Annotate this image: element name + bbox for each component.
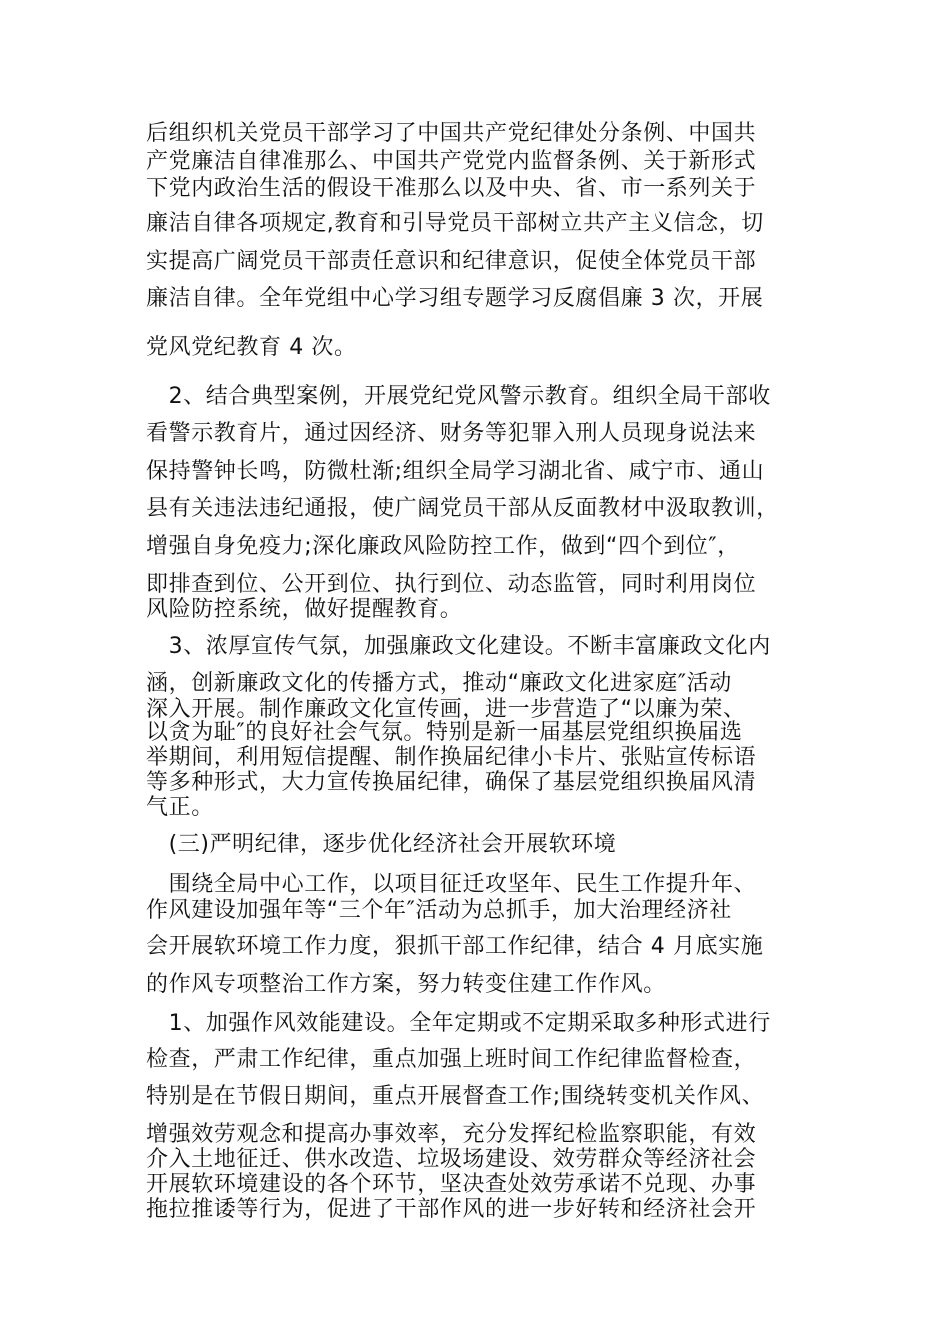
text-line: 廉洁自律各项规定,教育和引导党员干部树立共产主义信念，切: [146, 211, 764, 236]
text-line: 下党内政治生活的假设干准那么以及中央、省、市一系列关于: [146, 176, 757, 201]
text-line: 增强效劳观念和提高办事效率，充分发挥纪检监察职能，有效: [146, 1122, 757, 1147]
text-line: 会开展软环境工作力度，狠抓干部工作纪律，结合 4 月底实施: [146, 934, 764, 959]
text-line: 作风建设加强年等“三个年″活动为总抓手，加大治理经济社: [146, 898, 732, 923]
text-line: 深入开展。制作廉政文化宣传画，进一步营造了“以廉为荣、: [146, 697, 746, 722]
text-line: 3、浓厚宣传气氛，加强廉政文化建设。不断丰富廉政文化内: [146, 634, 771, 659]
text-line: 检查，严肃工作纪律，重点加强上班时间工作纪律监督检查，: [146, 1047, 757, 1072]
text-line: 风险防控系统，做好提醒教育。: [146, 597, 463, 622]
text-line: 县有关违法违纪通报，使广阔党员干部从反面教材中汲取教训，: [146, 496, 779, 521]
text-line: 看警示教育片，通过因经济、财务等犯罪入刑人员现身说法来: [146, 421, 757, 446]
text-line: 介入土地征迁、供水改造、垃圾场建设、效劳群众等经济社会: [146, 1147, 757, 1172]
text-line: 涵，创新廉政文化的传播方式，推动“廉政文化进家庭″活动: [146, 671, 732, 696]
text-line: 特别是在节假日期间，重点开展督查工作;围绕转变机关作风、: [146, 1084, 765, 1109]
text-line: 等多种形式，大力宣传换届纪律，确保了基层党组织换届风清: [146, 770, 757, 795]
text-line: 即排查到位、公开到位、执行到位、动态监管，同时利用岗位: [146, 572, 757, 597]
text-line: 后组织机关党员干部学习了中国共产党纪律处分条例、中国共: [146, 121, 757, 146]
text-line: 保持警钟长鸣，防微杜渐;组织全局学习湖北省、咸宁市、通山: [146, 459, 765, 484]
text-line: 气正。: [146, 795, 214, 820]
text-line: 的作风专项整治工作方案，努力转变住建工作作风。: [146, 972, 666, 997]
text-line: 拖拉推诿等行为，促进了干部作风的进一步好转和经济社会开: [146, 1197, 757, 1222]
text-line: 增强自身免疫力;深化廉政风险防控工作，做到“四个到位″，: [146, 534, 740, 559]
text-line: 围绕全局中心工作，以项目征迁攻坚年、民生工作提升年、: [146, 872, 757, 897]
text-line: 党风党纪教育 4 次。: [146, 335, 357, 360]
text-line: 举期间，利用短信提醒、制作换届纪律小卡片、张贴宣传标语: [146, 745, 757, 770]
text-line: 廉洁自律。全年党组中心学习组专题学习反腐倡廉 3 次，开展: [146, 286, 764, 311]
text-line: 产党廉洁自律准那么、中国共产党党内监督条例、关于新形式: [146, 149, 757, 174]
text-line: 以贪为耻″的良好社会气氛。特别是新一届基层党组织换届选: [146, 720, 743, 745]
text-line: 1、加强作风效能建设。全年定期或不定期采取多种形式进行: [146, 1011, 771, 1036]
text-line: 实提高广阔党员干部责任意识和纪律意识，促使全体党员干部: [146, 249, 757, 274]
text-line: 开展软环境建设的各个环节，坚决查处效劳承诺不兑现、办事: [146, 1172, 757, 1197]
text-line: 2、结合典型案例，开展党纪党风警示教育。组织全局干部收: [146, 384, 771, 409]
section-heading: (三)严明纪律，逐步优化经济社会开展软环境: [146, 832, 617, 857]
